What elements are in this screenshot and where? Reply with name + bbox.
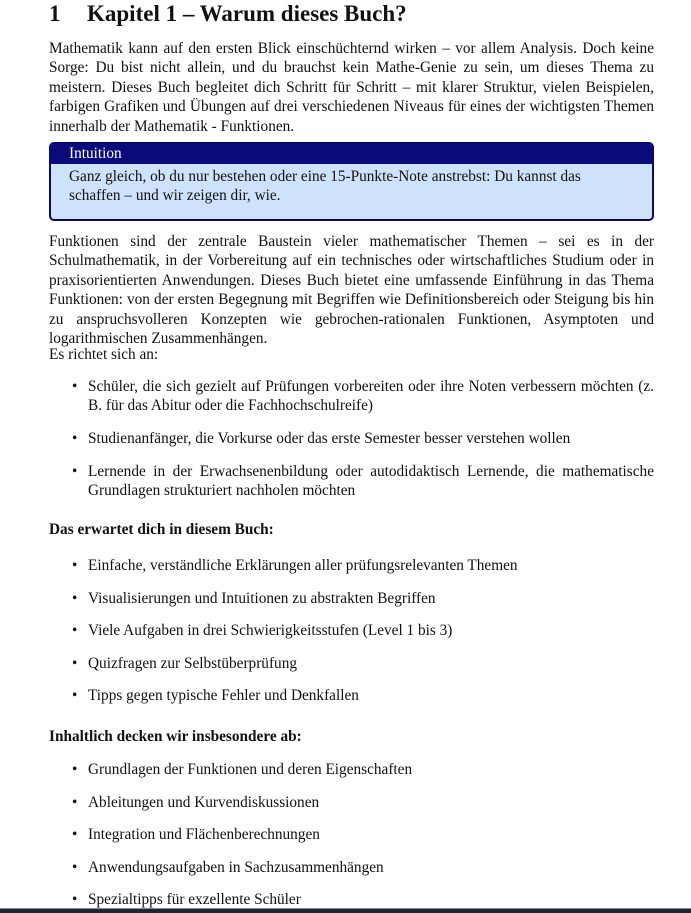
bullet-icon: • xyxy=(72,858,78,876)
list-item-text: Studienanfänger, die Vorkurse oder das erste Semester besser verstehen wollen xyxy=(88,430,571,447)
bullet-icon: • xyxy=(72,761,78,778)
viewer-bottom-bar xyxy=(0,908,691,913)
audience-intro: Es richtet sich an: xyxy=(49,346,159,363)
list-item xyxy=(72,825,654,844)
list-item-text: Einfache, verständliche Erklärungen aller prüfungsrelevanten Themen xyxy=(88,557,518,574)
list-item xyxy=(72,686,654,705)
expect-heading: Das erwartet dich in diesem Buch: xyxy=(49,521,274,538)
bullet-icon: • xyxy=(72,622,78,639)
content-heading: Inhaltlich decken wir insbesondere ab: xyxy=(49,728,302,745)
list-item-text: Integration und Flächenberechnungen xyxy=(88,826,320,843)
bullet-icon: • xyxy=(72,891,78,908)
intro-paragraph: Mathematik kann auf den ersten Blick einschüchternd wirken – vor allem Analysis. Doch keine Sorge: Du bist nicht allein, und du brauchst kein Mathe-Genie zu sein, um dieses Thema zu meistern. Dieses Buch begleitet dich Schritt für Schritt – mit klarer Struktur, vielen Beispielen, farbigen Grafiken und Übungen auf drei verschiedenen Niveaus für eines der wichtigsten Themen innerhalb der Mathematik - Funktionen. xyxy=(49,40,654,135)
list-item xyxy=(72,621,654,640)
chapter-title: Kapitel 1 – Warum dieses Buch? xyxy=(87,1,407,26)
chapter-heading xyxy=(49,1,407,27)
bullet-icon: • xyxy=(72,826,78,843)
intuition-box xyxy=(49,142,654,221)
bullet-icon: • xyxy=(72,557,78,574)
intuition-title: Intuition xyxy=(51,144,652,164)
functions-paragraph: Funktionen sind der zentrale Baustein vieler mathematischer Themen – sei es in der Schulmathematik, in der Vorbereitung auf ein technisches oder wirtschaftliches Studium oder in praxisorientierten Anwendungen. Dieses Buch bietet eine umfassende Einführung in das Thema Funktionen: von der ersten Begegnung mit Begriffen wie Definitionsbereich oder Steigung bis hin zu anspruchsvolleren Konzepten wie gebrochen-rationalen Funktionen, Asymptoten und logarithmischen Zusammenhängen. xyxy=(49,233,654,348)
list-item-text: Schüler, die sich gezielt auf Prüfungen vorbereiten oder ihre Noten verbessern möchten (z. B. für das Abitur oder die Fachhochschulreife) xyxy=(88,378,654,415)
list-item-text: Anwendungsaufgaben in Sachzusammenhängen xyxy=(88,858,384,876)
bullet-icon: • xyxy=(72,654,78,672)
list-item-text: Lernende in der Erwachsenenbildung oder autodidaktisch Lernende, die mathematische Grundlagen strukturiert nachholen möchten xyxy=(88,463,654,500)
list-item xyxy=(72,858,654,877)
intuition-text: Ganz gleich, ob du nur bestehen oder eine 15-Punkte-Note anstrebst: Du kannst das schaffen – und wir zeigen dir, wie. xyxy=(69,168,581,205)
list-item xyxy=(72,793,654,812)
list-item-text: Visualisierungen und Intuitionen zu abstrakten Begriffen xyxy=(88,589,436,607)
list-item xyxy=(72,589,654,608)
list-item-text: Quizfragen zur Selbstüberprüfung xyxy=(88,654,297,672)
chapter-number: 1 xyxy=(49,1,61,26)
bullet-icon: • xyxy=(72,463,78,480)
bullet-icon: • xyxy=(72,793,78,811)
list-item-text: Tipps gegen typische Fehler und Denkfallen xyxy=(88,687,359,704)
list-item-text: Viele Aufgaben in drei Schwierigkeitsstufen (Level 1 bis 3) xyxy=(88,622,453,639)
bullet-icon: • xyxy=(72,687,78,704)
list-item xyxy=(72,429,654,448)
list-item xyxy=(72,462,654,501)
list-item xyxy=(72,890,654,909)
list-item-text: Grundlagen der Funktionen und deren Eigenschaften xyxy=(88,761,413,778)
list-item-text: Ableitungen und Kurvendiskussionen xyxy=(88,793,320,811)
bullet-icon: • xyxy=(72,378,78,395)
list-item-text: Spezialtipps für exzellente Schüler xyxy=(88,891,301,908)
list-item xyxy=(72,377,654,416)
bullet-icon: • xyxy=(72,589,78,607)
list-item xyxy=(72,654,654,673)
bullet-icon: • xyxy=(72,430,78,447)
list-item xyxy=(72,556,654,575)
list-item xyxy=(72,760,654,779)
